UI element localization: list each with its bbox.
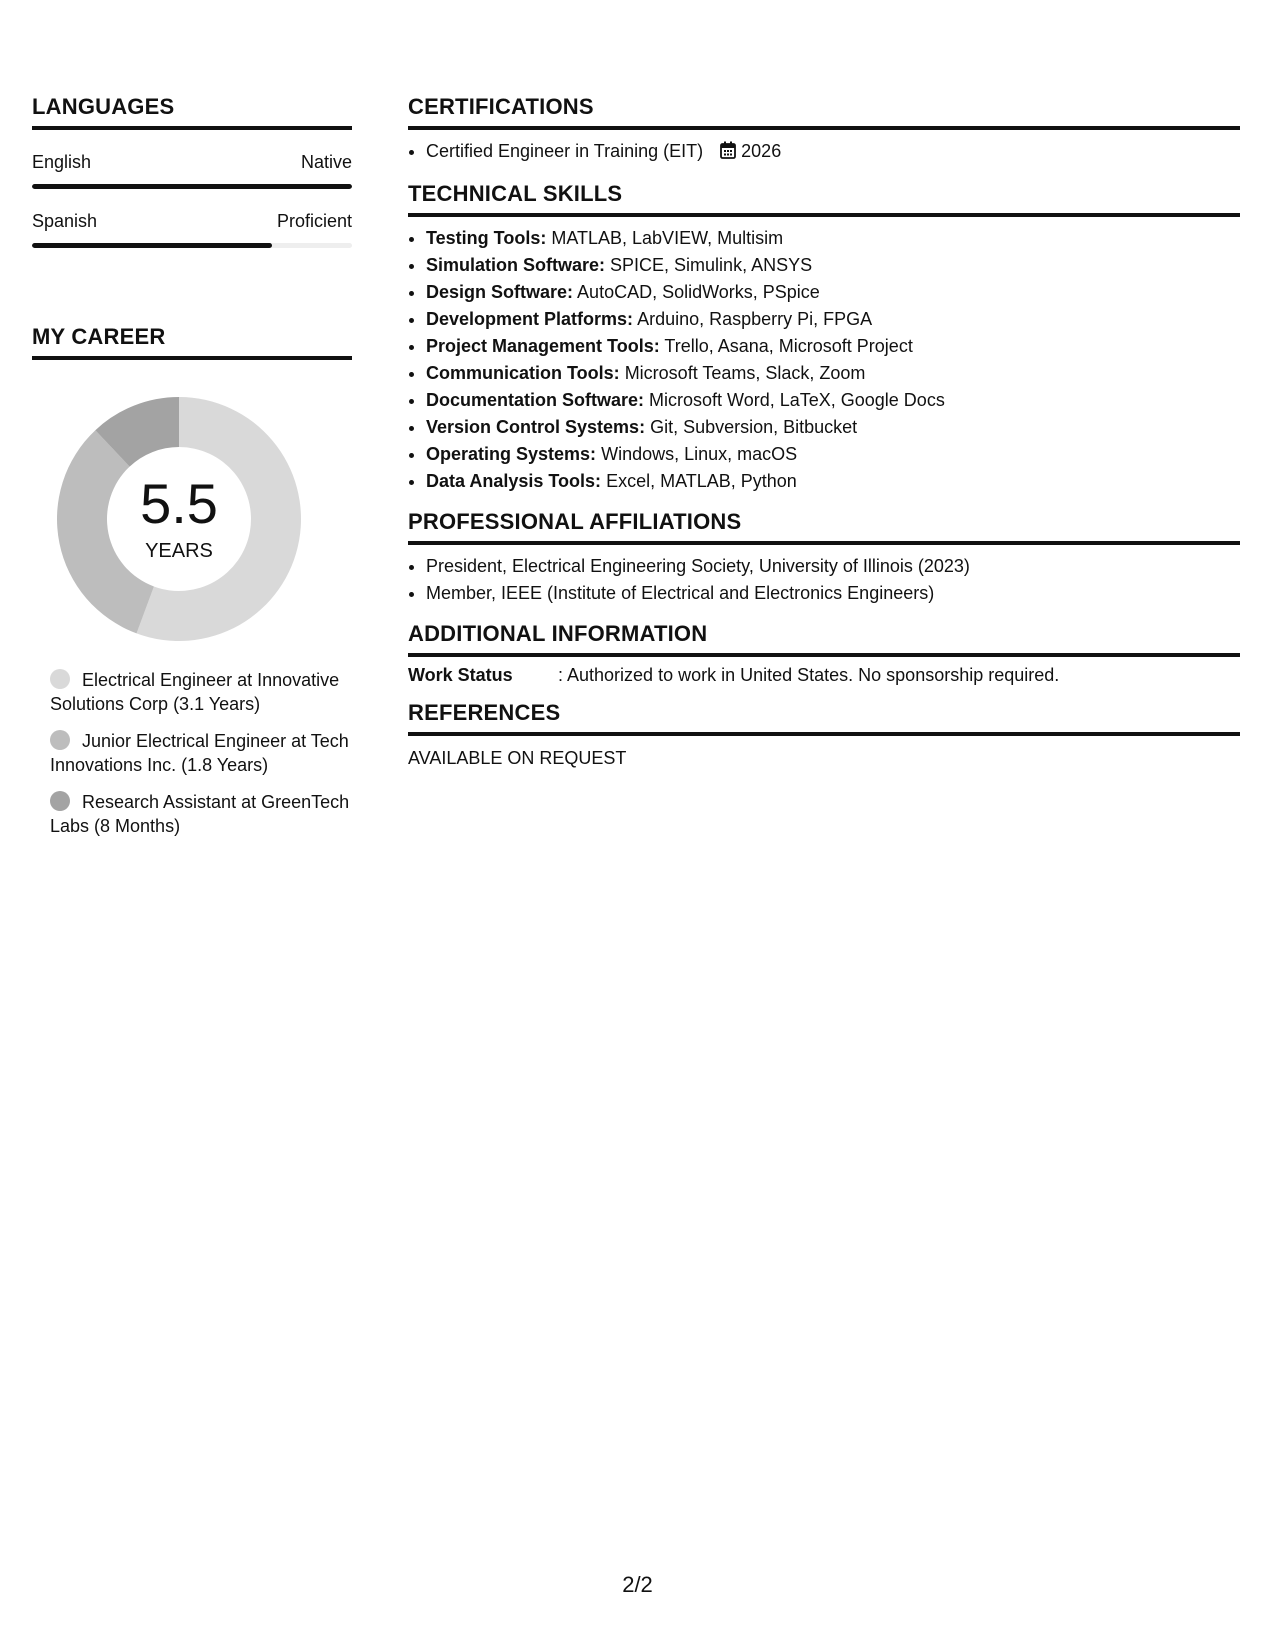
skill-label: Testing Tools: <box>426 228 547 248</box>
affiliation-item: • President, Electrical Engineering Society, University of Illinois (2023) <box>426 553 1240 580</box>
legend-label: Electrical Engineer at Innovative Solutions Corp (3.1 Years) <box>50 670 340 714</box>
calendar-icon <box>720 140 736 167</box>
skill-label: Version Control Systems: <box>426 417 646 437</box>
skill-item <box>426 225 1240 252</box>
skill-value: Git, Subversion, Bitbucket <box>650 417 858 437</box>
skill-value: Microsoft Teams, Slack, Zoom <box>624 363 866 383</box>
skill-value: Microsoft Word, LaTeX, Google Docs <box>649 390 945 410</box>
language-name: English <box>32 152 92 172</box>
certification-year: 2026 <box>741 141 782 161</box>
affiliation-item: • Member, IEEE (Institute of Electrical and Electronics Engineers) <box>426 580 1240 607</box>
skill-item <box>426 333 1240 360</box>
language-item <box>32 211 352 248</box>
affiliations-list <box>408 553 1240 607</box>
skill-value: MATLAB, LabVIEW, Multisim <box>551 228 784 248</box>
work-status-value: : Authorized to work in United States. No sponsorship required. <box>558 665 1060 685</box>
skill-value: Arduino, Raspberry Pi, FPGA <box>637 309 873 329</box>
career-heading: MY CAREER <box>32 324 352 360</box>
skill-label: Data Analysis Tools: <box>426 471 602 491</box>
skill-label: Development Platforms: <box>426 309 634 329</box>
skill-value: Trello, Asana, Microsoft Project <box>664 336 913 356</box>
skill-label: Project Management Tools: <box>426 336 660 356</box>
skill-label: Operating Systems: <box>426 444 597 464</box>
legend-swatch <box>50 669 70 689</box>
skill-value: Windows, Linux, macOS <box>601 444 798 464</box>
language-level: Native <box>300 152 352 172</box>
skill-label: Communication Tools: <box>426 363 620 383</box>
language-proficiency-bar <box>32 243 352 248</box>
skill-item <box>426 252 1240 279</box>
skill-value: AutoCAD, SolidWorks, PSpice <box>577 282 820 302</box>
legend-swatch <box>50 730 70 750</box>
skill-item <box>426 360 1240 387</box>
legend-item <box>50 668 352 716</box>
language-name: Spanish <box>32 211 98 231</box>
page-number: 2/2 <box>622 1572 653 1597</box>
additional-info-heading: ADDITIONAL INFORMATION <box>408 621 1240 657</box>
skill-item <box>426 414 1240 441</box>
left-column <box>32 94 352 851</box>
skill-label: Design Software: <box>426 282 574 302</box>
skill-item <box>426 306 1240 333</box>
certifications-heading: CERTIFICATIONS <box>408 94 1240 130</box>
legend-swatch <box>50 791 70 811</box>
career-legend <box>50 668 352 838</box>
language-level: Proficient <box>276 211 352 231</box>
certification-item <box>426 138 1240 167</box>
career-total-years: 5.5 <box>140 472 218 535</box>
skill-value: SPICE, Simulink, ANSYS <box>610 255 813 275</box>
career-donut-chart <box>54 394 304 644</box>
skill-item <box>426 441 1240 468</box>
certifications-list <box>408 138 1240 167</box>
legend-item <box>50 790 352 838</box>
legend-item <box>50 729 352 777</box>
work-status-label: Work Status <box>408 665 513 685</box>
skill-label: Documentation Software: <box>426 390 645 410</box>
skill-item <box>426 387 1240 414</box>
certification-name: Certified Engineer in Training (EIT) <box>426 141 704 161</box>
skill-value: Excel, MATLAB, Python <box>606 471 797 491</box>
right-column <box>408 94 1240 769</box>
skill-label: Simulation Software: <box>426 255 606 275</box>
language-item <box>32 152 352 189</box>
legend-label: Junior Electrical Engineer at Tech Innovations Inc. (1.8 Years) <box>50 731 349 775</box>
language-proficiency-fill <box>32 243 272 248</box>
skill-item <box>426 279 1240 306</box>
language-proficiency-bar <box>32 184 352 189</box>
skill-item <box>426 468 1240 495</box>
career-total-unit: YEARS <box>145 540 213 562</box>
references-text: AVAILABLE ON REQUEST <box>408 748 627 768</box>
skills-heading: TECHNICAL SKILLS <box>408 181 1240 217</box>
language-proficiency-fill <box>32 184 352 189</box>
skills-list <box>408 225 1240 495</box>
affiliations-heading: PROFESSIONAL AFFILIATIONS <box>408 509 1240 545</box>
references-heading: REFERENCES <box>408 700 1240 736</box>
legend-label: Research Assistant at GreenTech Labs (8 Months) <box>50 792 350 836</box>
work-status-row <box>408 665 1240 686</box>
languages-heading: LANGUAGES <box>32 94 352 130</box>
